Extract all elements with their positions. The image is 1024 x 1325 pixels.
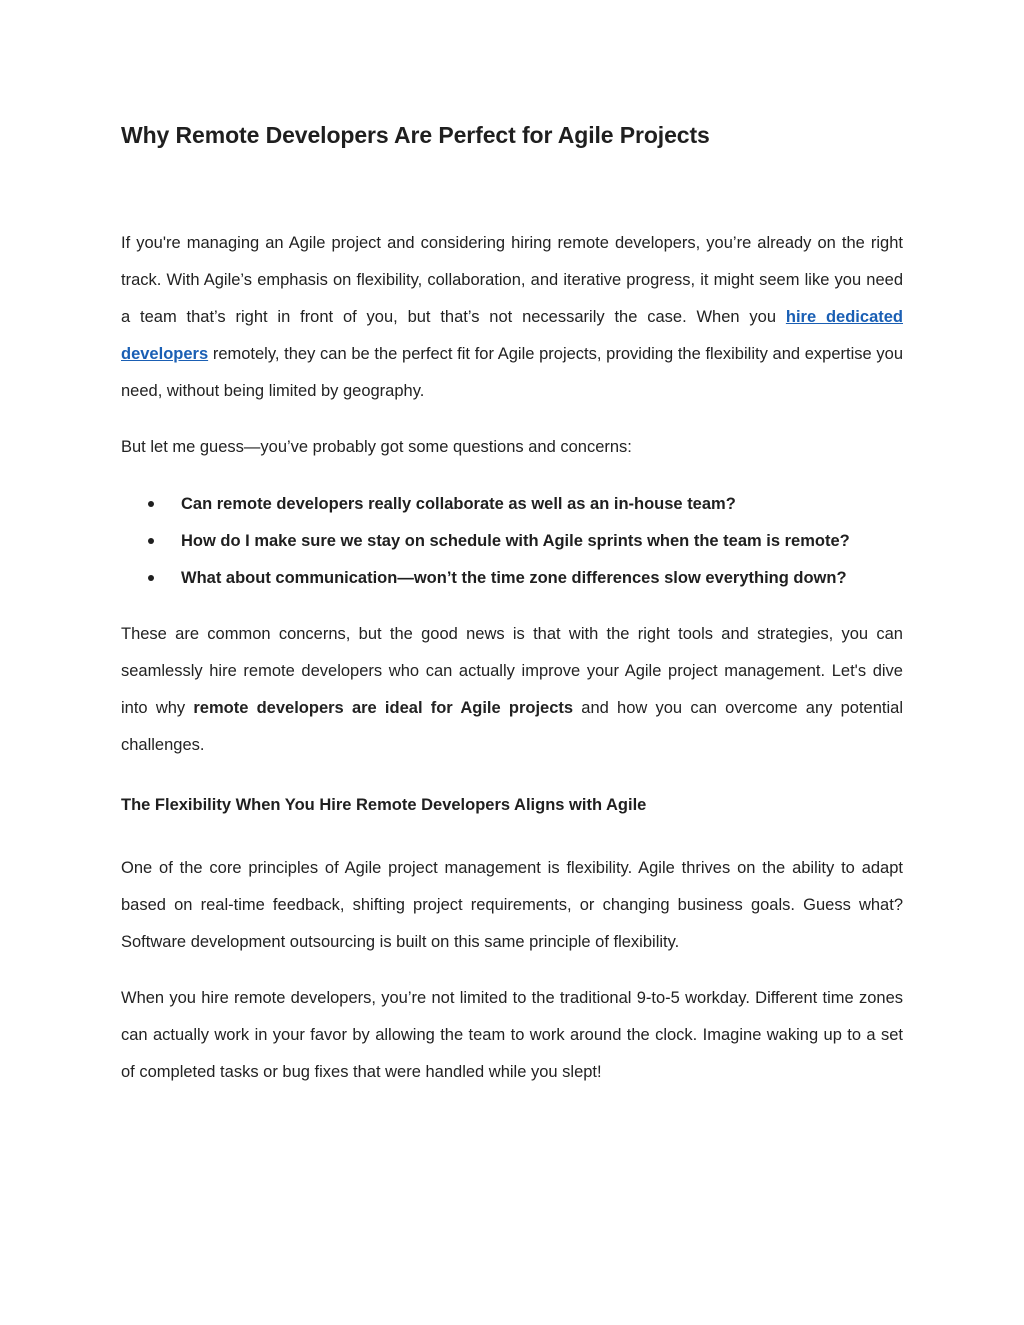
question-text: What about communication—won’t the time zone differences slow everything down? bbox=[181, 569, 847, 587]
list-item bbox=[121, 560, 911, 597]
intro-text-end: remotely, they can be the perfect fit for Agile projects, providing the flexibility and expertise you need, without being limited by geography. bbox=[121, 345, 903, 400]
concerns-text-end: and how you can overcome any potential challenges. bbox=[121, 699, 903, 754]
flexibility-paragraph-2: When you hire remote developers, you’re not limited to the traditional 9-to-5 workday. Different time zones can actually work in your favor by allowing the team to work around the clock. Imagine waking up to a set of completed tasks or bug fixes that were handled while you slept! bbox=[121, 989, 903, 1081]
flexibility-paragraph-1: One of the core principles of Agile project management is flexibility. Agile thrives on the ability to adapt based on real-time feedback, shifting project requirements, or changing business goals. Guess what? Software development outsourcing is built on this same principle of flexibility. bbox=[121, 859, 903, 951]
list-item bbox=[121, 523, 911, 560]
bullet-icon bbox=[148, 575, 154, 581]
concerns-bold-text: remote developers are ideal for Agile projects bbox=[193, 699, 574, 717]
question-text: Can remote developers really collaborate as well as an in-house team? bbox=[181, 495, 736, 513]
questions-list bbox=[121, 486, 911, 597]
bullet-icon bbox=[148, 538, 154, 544]
list-item bbox=[121, 486, 911, 523]
hire-dedicated-developers-link[interactable]: hire dedicated developers bbox=[121, 308, 903, 363]
intro-text-start: If you're managing an Agile project and considering hiring remote developers, you’re already on the right track. With Agile’s emphasis on flexibility, collaboration, and iterative progress, it might seem like you need a team that’s right in front of you, but that’s not necessarily the case. When you bbox=[121, 234, 903, 326]
bullet-icon bbox=[148, 501, 154, 507]
concerns-text-start: These are common concerns, but the good news is that with the right tools and strategies, you can seamlessly hire remote developers who can actually improve your Agile project management. Let's dive into why bbox=[121, 625, 903, 717]
question-text: How do I make sure we stay on schedule with Agile sprints when the team is remote? bbox=[181, 532, 850, 550]
concerns-paragraph bbox=[121, 616, 903, 764]
page-title: Why Remote Developers Are Perfect for Agile Projects bbox=[121, 122, 710, 148]
questions-intro-paragraph: But let me guess—you’ve probably got some questions and concerns: bbox=[121, 438, 632, 456]
section-heading: The Flexibility When You Hire Remote Developers Aligns with Agile bbox=[121, 796, 647, 814]
intro-paragraph bbox=[121, 225, 903, 410]
